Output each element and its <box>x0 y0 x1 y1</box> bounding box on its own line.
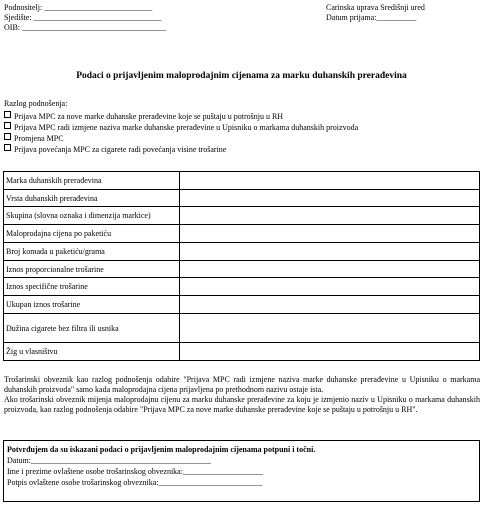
office-block <box>326 3 481 23</box>
value-cell-pieces[interactable] <box>180 243 480 261</box>
reason-option-excise-increase[interactable] <box>4 144 480 155</box>
row-label-total-excise: Ukupan iznos trošarine <box>4 296 180 314</box>
table-row <box>4 343 480 361</box>
checkbox-icon[interactable] <box>4 133 11 140</box>
note-paragraph-2: Ako trošarinski obveznik mijenja maloprodajnu cijenu za marku duhanske prerađevine za koju je izmjenio naziv u Upisniku o markama duhanskih proizvoda, kao razlog podnošenja odabire "Prijava MPC za nove marke duhanske prerađevine koje se puštaju u potrošnju u RH". <box>4 395 480 414</box>
reason-option-price-change[interactable] <box>4 133 480 144</box>
value-cell-proportional-excise[interactable] <box>180 261 480 278</box>
value-cell-total-excise[interactable] <box>180 296 480 314</box>
instructions-notes <box>4 375 480 415</box>
form-title: Podaci o prijavljenim maloprodajnim cijenama za marku duhanskih prerađevina <box>76 71 407 81</box>
checkbox-icon[interactable] <box>4 122 11 129</box>
value-cell-type[interactable] <box>180 190 480 207</box>
table-row <box>4 261 480 278</box>
reason-option-label: Prijava povećanja MPC za cigarete radi povećanja visine trošarine <box>14 145 227 154</box>
value-cell-specific-excise[interactable] <box>180 278 480 296</box>
date-field[interactable]: Datum:_____________________________________________ <box>7 456 211 465</box>
note-paragraph-1: Trošarinski obveznik kao razlog podnošenja odabire "Prijava MPC radi izmjene naziva marke duhanske prerađevine u Upisniku o markama duhanskih proizvoda" samo kada maloprodajna cijena prijavljena po prethodnom nazivu ostaje ista. <box>4 375 480 394</box>
row-label-pieces: Broj komada u paketiću/grama <box>4 243 180 261</box>
office-name: Carinska uprava Središnji ured <box>326 3 425 12</box>
reason-section <box>4 99 480 155</box>
submitter-field[interactable]: Podnositelj: ___________________________ <box>4 3 153 12</box>
row-label-specific-excise: Iznos specifične trošarine <box>4 278 180 296</box>
reason-option-rename[interactable] <box>4 122 480 133</box>
price-data-table <box>3 171 480 361</box>
table-row <box>4 278 480 296</box>
table-row <box>4 207 480 225</box>
value-cell-group[interactable] <box>180 207 480 225</box>
signature-field[interactable]: Potpis ovlaštene osobe trošarinskog obveznika:__________________________ <box>7 478 263 487</box>
value-cell-trademark-owner[interactable] <box>180 343 480 361</box>
table-row <box>4 296 480 314</box>
confirmation-statement: Potvrđujem da su iskazani podaci o prijavljenim maloprodajnim cijenama potpuni i točni. <box>7 445 316 454</box>
reason-option-label: Promjena MPC <box>14 134 64 143</box>
oib-field[interactable]: OIB: ____________________________________ <box>4 23 166 32</box>
row-label-group: Skupina (slovna oznaka i dimenzija markice) <box>4 207 180 225</box>
value-cell-cigarette-length[interactable] <box>180 314 480 343</box>
value-cell-brand[interactable] <box>180 172 480 190</box>
table-row <box>4 190 480 207</box>
submitter-block <box>4 3 254 33</box>
row-label-brand: Marka duhanskih prerađevina <box>4 172 180 190</box>
checkbox-icon[interactable] <box>4 144 11 151</box>
row-label-cigarette-length: Dužina cigarete bez filtra ili usnika <box>4 314 180 343</box>
checkbox-icon[interactable] <box>4 111 11 118</box>
receipt-date-field[interactable]: Datum prijama:__________ <box>326 13 417 22</box>
row-label-retail-price: Maloprodajna cijena po paketiću <box>4 225 180 243</box>
reason-label: Razlog podnošenja: <box>4 99 68 108</box>
seat-field[interactable]: Sjedište: ________________________________ <box>4 13 162 22</box>
confirmation-box <box>3 440 480 502</box>
row-label-proportional-excise: Iznos proporcionalne trošarine <box>4 261 180 278</box>
row-label-trademark-owner: Žig u vlasništvu <box>4 343 180 361</box>
table-row <box>4 243 480 261</box>
value-cell-retail-price[interactable] <box>180 225 480 243</box>
reason-option-label: Prijava MPC za nove marke duhanske prerađevine koje se puštaju u potrošnju u RH <box>14 112 284 121</box>
reason-option-new-brand[interactable] <box>4 111 480 122</box>
reason-option-label: Prijava MPC radi izmjene naziva marke duhanske prerađevine u Upisniku o markama duhanskih proizvoda <box>14 123 359 132</box>
row-label-type: Vrsta duhanskih prerađevina <box>4 190 180 207</box>
table-row <box>4 314 480 343</box>
authorized-person-name-field[interactable]: Ime i prezime ovlaštene osobe trošarinskog obveznika:____________________ <box>7 467 263 476</box>
table-row <box>4 225 480 243</box>
table-row <box>4 172 480 190</box>
